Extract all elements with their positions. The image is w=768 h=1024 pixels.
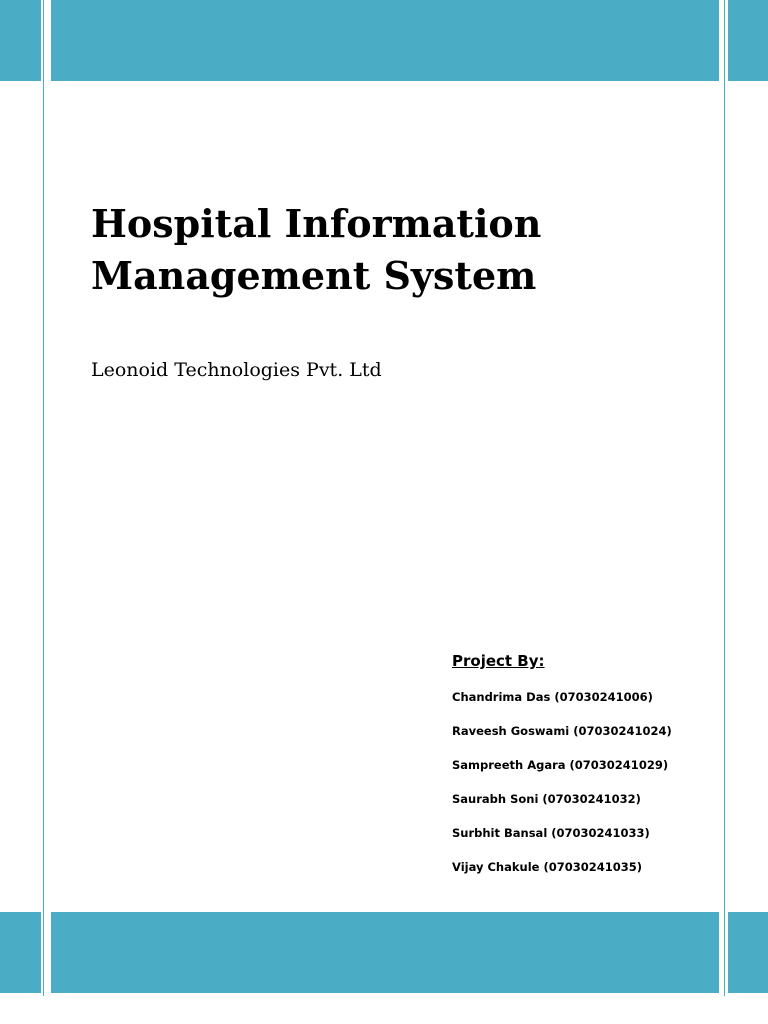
member-item: Raveesh Goswami (07030241024) — [452, 724, 672, 738]
bottom-band-left — [0, 912, 41, 993]
member-item: Saurabh Soni (07030241032) — [452, 792, 641, 806]
member-item: Chandrima Das (07030241006) — [452, 690, 653, 704]
left-border-line — [43, 0, 44, 996]
top-band-center — [51, 0, 719, 81]
company-name: Leonoid Technologies Pvt. Ltd — [91, 359, 382, 381]
top-band-right — [728, 0, 768, 81]
project-by-heading: Project By: — [452, 652, 545, 670]
member-item: Surbhit Bansal (07030241033) — [452, 826, 650, 840]
bottom-band-center — [51, 912, 719, 993]
document-title — [91, 198, 541, 302]
member-item: Sampreeth Agara (07030241029) — [452, 758, 669, 772]
member-item: Vijay Chakule (07030241035) — [452, 860, 642, 874]
top-band-left — [0, 0, 41, 81]
title-line-1: Hospital Information — [91, 201, 542, 246]
title-line-2: Management System — [91, 253, 537, 298]
right-border-line — [724, 0, 725, 996]
member-list — [452, 688, 672, 892]
bottom-band-right — [728, 912, 768, 993]
